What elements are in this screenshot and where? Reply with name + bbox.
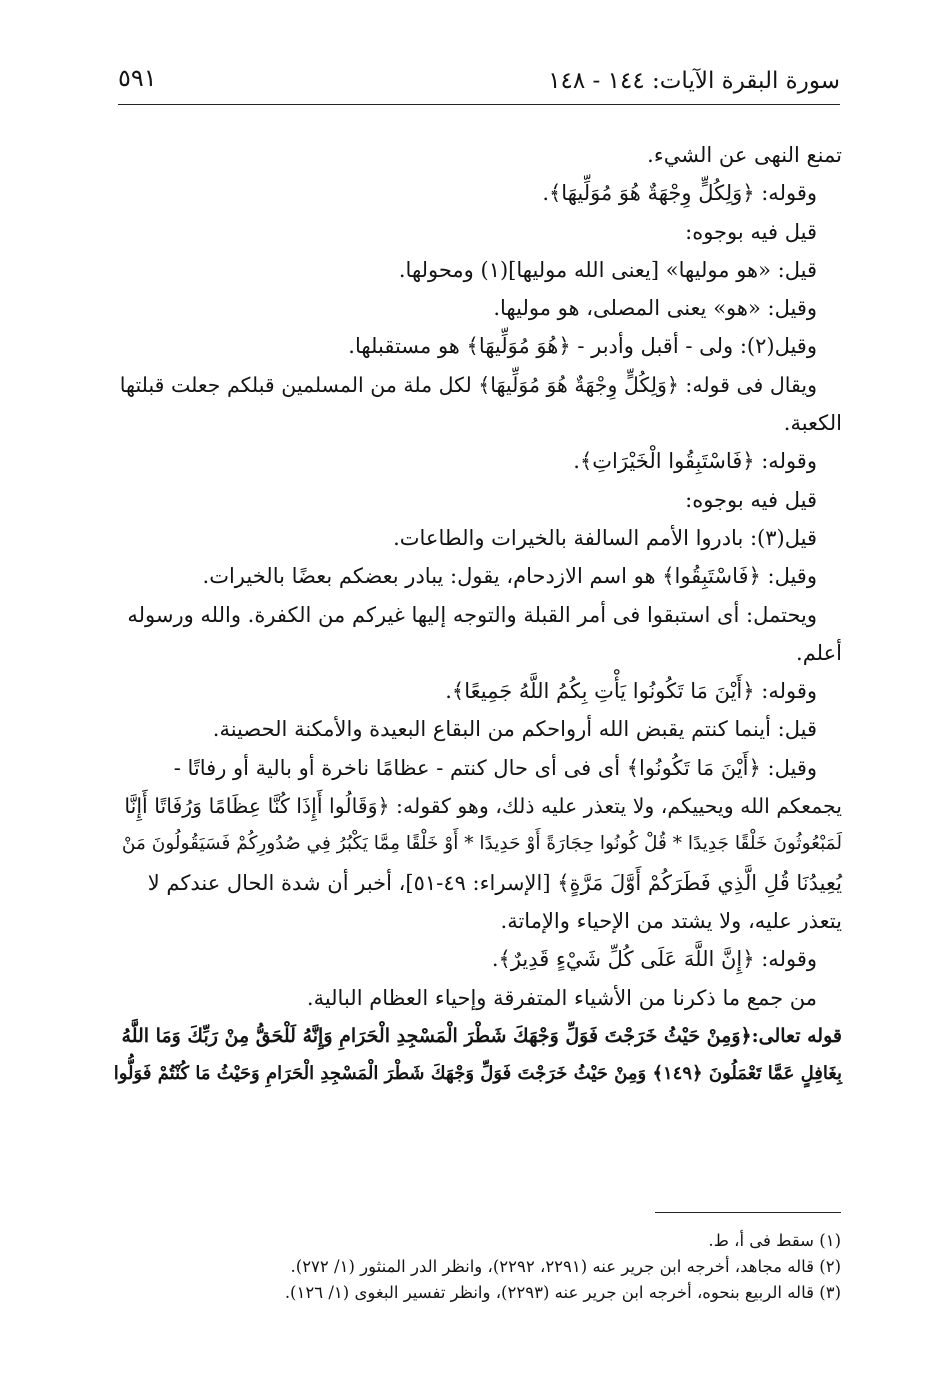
- text-line: تمنع النهى عن الشيء.: [647, 143, 842, 167]
- text-line: وقيل: ﴿أَيْنَ مَا تَكُونُوا﴾ أى فى أى حال كنتم - عظامًا ناخرة أو بالية أو رفاتًا -: [173, 755, 817, 780]
- text-line: قيل: «هو موليها» [يعنى الله موليها](١) ومحولها.: [398, 257, 817, 282]
- text-line: يُعِيدُنَا قُلِ الَّذِي فَطَرَكُمْ أَوَّلَ مَرَّةٍ﴾ [الإسراء: ٤٩-٥١]، أخبر أن شدة الحال عندكم لا: [147, 870, 842, 895]
- text-line: قيل فيه بوجوه:: [685, 219, 817, 244]
- footnote-divider: [655, 1212, 841, 1213]
- verse-text-1: ﴿وَمِنْ حَيْثُ خَرَجْتَ فَوَلِّ وَجْهَكَ شَطْرَ الْمَسْجِدِ الْحَرَامِ وَإِنَّهُ لَلْحَقُّ مِنْ رَبِّكَ وَمَا اللَّهُ: [121, 1024, 752, 1047]
- verse-line: [114, 1055, 842, 1093]
- footnote-item: (٣) قاله الربيع بنحوه، أخرجه ابن جرير عنه (٢٢٩٣)، وانظر تفسير البغوى (١/ ١٢٦).: [284, 1283, 841, 1302]
- text-line: لَمَبْعُوثُونَ خَلْقًا جَدِيدًا * قُلْ كُونُوا حِجَارَةً أَوْ حَدِيدًا * أَوْ خَلْقًا مِمَّا يَكْبُرُ فِي صُدُورِكُمْ فَسَيَقُولُونَ مَنْ: [121, 833, 842, 855]
- text-line: الكعبة.: [783, 411, 842, 436]
- text-line: وقوله: ﴿أَيْنَ مَا تَكُونُوا يَأْتِ بِكُمُ اللَّهُ جَمِيعًا﴾.: [445, 679, 817, 704]
- text-line: ويقال فى قوله: ﴿وَلِكُلٍّ وِجْهَةٌ هُوَ مُوَلِّيهَا﴾ لكل ملة من المسلمين قبلكم جعلت قبلتها: [119, 372, 817, 397]
- text-line: يجمعكم الله ويحييكم، ولا يتعذر عليه ذلك، وهو كقوله: ﴿وَقَالُوا أَإِذَا كُنَّا عِظَامًا وَرُفَاتًا أَإِنَّا: [124, 794, 842, 819]
- footnote-item: (١) سقط فى أ، ط.: [708, 1231, 841, 1250]
- text-line: قيل: أينما كنتم يقبض الله أرواحكم من البقاع البعيدة والأمكنة الحصينة.: [212, 717, 817, 742]
- text-line: وقوله: ﴿وَلِكُلٍّ وِجْهَةٌ هُوَ مُوَلِّيهَا﴾.: [542, 181, 817, 206]
- main-text: [114, 136, 842, 1093]
- running-header: [118, 60, 840, 105]
- text-line: وقيل(٢): ولى - أقبل وأدبر - ﴿هُوَ مُوَلِّيهَا﴾ هو مستقبلها.: [348, 334, 817, 359]
- verse-lead: قوله تعالى:: [751, 1024, 842, 1047]
- text-line: يتعذر عليه، ولا يشتد من الإحياء والإماتة.: [500, 908, 842, 933]
- text-line: وقيل: «هو» يعنى المصلى، هو موليها.: [493, 296, 817, 321]
- text-line: وقيل: ﴿فَاسْتَبِقُوا﴾ هو اسم الازدحام، يقول: يبادر بعضكم بعضًا بالخيرات.: [202, 564, 817, 589]
- verse-line: [114, 1017, 842, 1055]
- text-line: ويحتمل: أى استبقوا فى أمر القبلة والتوجه إليها غيركم من الكفرة. والله ورسوله: [127, 602, 817, 627]
- text-line: قيل(٣): بادروا الأمم السالفة بالخيرات والطاعات.: [393, 525, 817, 550]
- text-line: أعلم.: [796, 640, 842, 665]
- footnote-item: (٢) قاله مجاهد، أخرجه ابن جرير عنه (٢٢٩١، ٢٢٩٢)، وانظر الدر المنثور (١/ ٢٧٢).: [290, 1257, 841, 1276]
- footnotes: [141, 1228, 841, 1306]
- text-line: من جمع ما ذكرنا من الأشياء المتفرقة وإحياء العظام البالية.: [306, 985, 817, 1010]
- text-line: وقوله: ﴿إِنَّ اللَّهَ عَلَى كُلِّ شَيْءٍ قَدِيرٌ﴾.: [491, 947, 817, 972]
- page-number: ٥٩١: [118, 64, 157, 92]
- text-line: قيل فيه بوجوه:: [685, 487, 817, 512]
- header-title: سورة البقرة الآيات: ١٤٤ - ١٤٨: [548, 68, 840, 94]
- text-line: وقوله: ﴿فَاسْتَبِقُوا الْخَيْرَاتِ﴾.: [573, 449, 817, 474]
- verse-text-2: بِغَافِلٍ عَمَّا تَعْمَلُونَ ﴿١٤٩﴾ وَمِنْ حَيْثُ خَرَجْتَ فَوَلِّ وَجْهَكَ شَطْرَ الْمَسْجِدِ الْحَرَامِ وَحَيْثُ مَا كُنْتُمْ فَوَلُّوا: [113, 1063, 842, 1085]
